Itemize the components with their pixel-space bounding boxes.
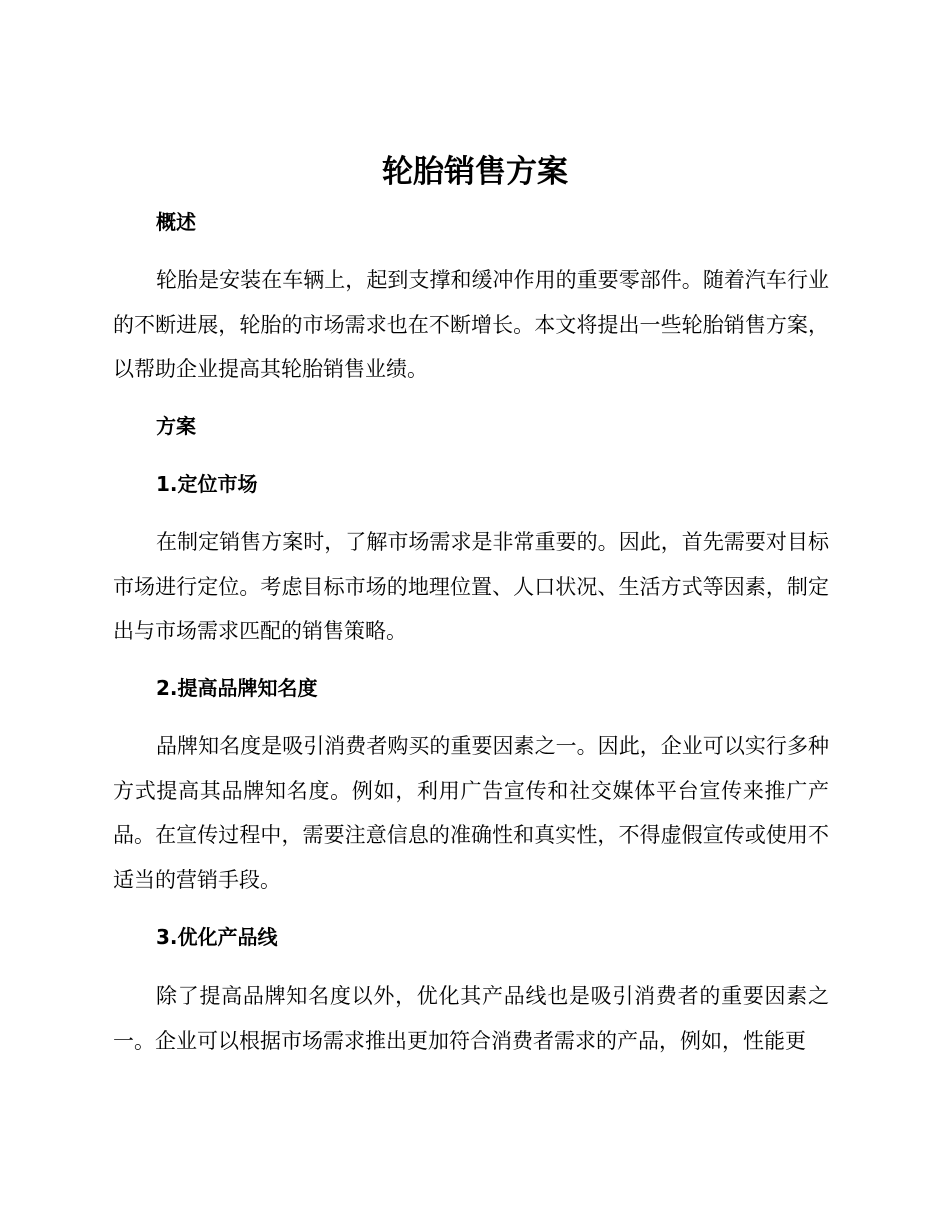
section-heading-market-positioning: 1.定位市场	[156, 472, 258, 496]
section-heading-brand-awareness: 2.提高品牌知名度	[156, 676, 318, 700]
section-paragraph-product-line: 除了提高品牌知名度以外，优化其产品线也是吸引消费者的重要因素之一。企业可以根据市场需求推出更加符合消费者需求的产品，例如，性能更	[113, 984, 829, 1053]
document-title: 轮胎销售方案	[382, 154, 568, 190]
section-heading-plan: 方案	[156, 414, 196, 438]
section-heading-product-line: 3.优化产品线	[156, 925, 278, 949]
section-paragraph-market-positioning: 在制定销售方案时，了解市场需求是非常重要的。因此，首先需要对目标市场进行定位。考虑目标市场的地理位置、人口状况、生活方式等因素，制定出与市场需求匹配的销售策略。	[113, 530, 829, 643]
section-paragraph-brand-awareness: 品牌知名度是吸引消费者购买的重要因素之一。因此，企业可以实行多种方式提高其品牌知名度。例如，利用广告宣传和社交媒体平台宣传来推广产品。在宣传过程中，需要注意信息的准确性和真实性，不得虚假宣传或使用不适当的营销手段。	[113, 734, 829, 892]
section-paragraph-overview: 轮胎是安装在车辆上，起到支撑和缓冲作用的重要零部件。随着汽车行业的不断进展，轮胎的市场需求也在不断增长。本文将提出一些轮胎销售方案，以帮助企业提高其轮胎销售业绩。	[113, 268, 829, 381]
section-heading-overview: 概述	[156, 210, 196, 234]
